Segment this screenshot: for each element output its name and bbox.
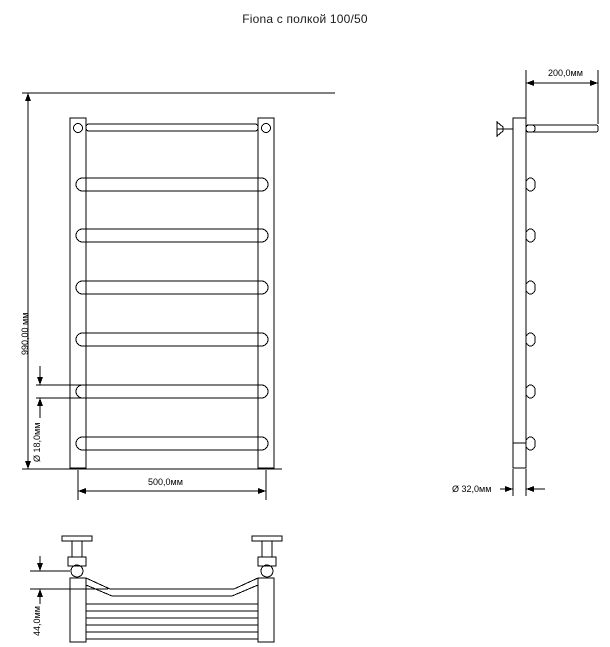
dim-offset-44 [30,556,108,604]
front-rail-1 [74,124,271,133]
front-right-post [258,118,274,468]
top-collars [68,557,276,577]
dim-label-offset-44: 44,0мм [32,606,42,636]
side-rail-stubs [526,125,535,450]
front-view [22,93,335,500]
side-wall-bracket [497,121,513,137]
front-rail-5 [76,333,268,346]
top-right-plate [252,536,282,557]
top-left-plate [62,536,92,557]
page-title: Fiona с полкой 100/50 [242,12,368,26]
dim-shelf-200 [526,70,598,124]
front-left-post [70,118,86,468]
front-rail-2 [76,178,268,191]
dim-label-tube-18: Ø 18,0мм [32,422,42,462]
side-shelf [526,122,598,135]
side-view [497,70,598,496]
dim-label-shelf-depth: 200,0мм [548,68,583,78]
dim-tube-18 [36,366,150,418]
top-view [30,536,282,642]
dim-label-tube-32: Ø 32,0мм [452,484,492,494]
top-body [70,578,274,642]
front-rail-3 [76,229,268,242]
dim-label-height: 990,00 мм [20,312,30,355]
dim-tube-32 [500,469,545,496]
dim-label-width: 500,0мм [148,477,183,487]
front-rail-4 [76,281,268,294]
front-rail-7 [76,437,268,450]
front-rail-6 [76,385,268,398]
side-main-tube [513,118,526,468]
